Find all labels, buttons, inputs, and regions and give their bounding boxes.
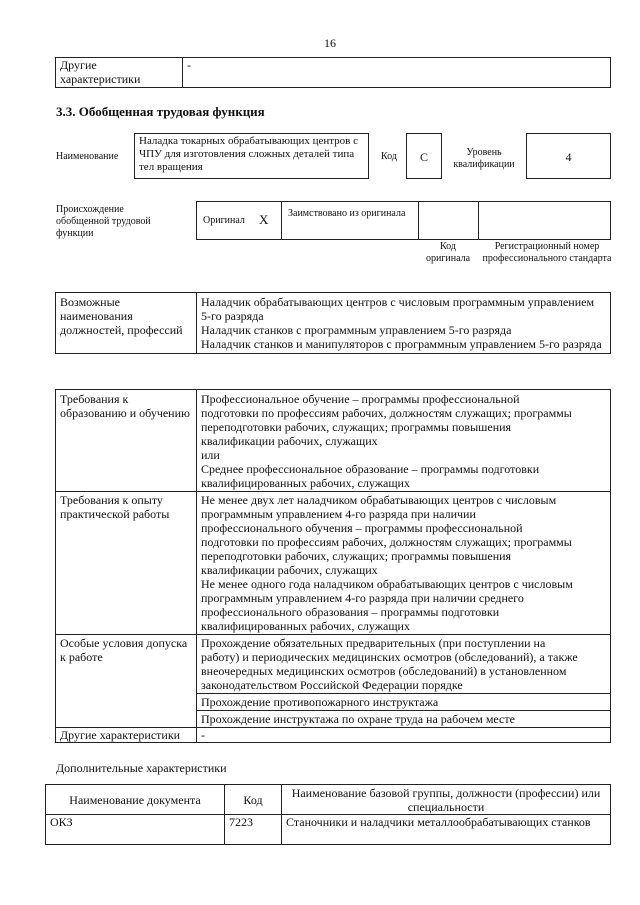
text-line: квалифицированных рабочих, служащих: [201, 476, 410, 490]
requirements-table: [55, 389, 611, 743]
text-line: Профессиональное обучение – программы профессиональной: [201, 392, 520, 406]
special-condition-fire: Прохождение противопожарного инструктажа: [197, 694, 611, 711]
original-mark: X: [259, 212, 269, 227]
text-line: или: [201, 448, 220, 462]
row-name: Станочники и наладчики металлообрабатывающих станков: [282, 815, 611, 845]
text-line: законодательством Российской Федерации порядке: [201, 678, 463, 692]
reg-number-caption: Регистрационный номер профессионального стандарта: [482, 241, 612, 264]
text-line: работу) и периодических медицинских осмотров (обследований), а также: [201, 650, 578, 664]
code-value: C: [406, 133, 442, 179]
text-line: Прохождение обязательных предварительных (при поступлении на: [201, 636, 546, 650]
col-doc-header: Наименование документа: [46, 785, 225, 815]
text-line: Не менее двух лет наладчиком обрабатывающих центров с числовым: [201, 493, 557, 507]
other-characteristics-label: Другие характеристики: [56, 728, 197, 743]
text-line: квалифицированных рабочих, служащих: [201, 619, 410, 633]
text-line: переподготовки рабочих, служащих; программы повышения: [201, 420, 512, 434]
additional-title: Дополнительные характеристики: [56, 761, 227, 775]
special-condition-medical: [197, 635, 611, 694]
code-original-caption: Код оригинала: [425, 241, 471, 264]
positions-label: Возможные наименования должностей, профессий: [56, 293, 197, 354]
level-value: 4: [526, 133, 611, 179]
position-item: Наладчик станков с программным управлением 5-го разряда: [201, 323, 512, 337]
code-original-cell: [418, 201, 479, 240]
other-characteristics-label: Другие характеристики: [56, 58, 183, 88]
text-line: квалификации рабочих, служащих: [201, 434, 378, 448]
experience-label: Требования к опыту практической работы: [56, 492, 197, 635]
page-number: 16: [324, 36, 336, 50]
col-code-header: Код: [225, 785, 282, 815]
section-title: 3.3. Обобщенная трудовая функция: [56, 104, 265, 119]
position-item: Наладчик обрабатывающих центров с числовым программным управлением 5-го разряда: [201, 295, 595, 323]
position-item: Наладчик станков и манипуляторов с программным управлением 5-го разряда: [201, 337, 602, 351]
text-line: профессионального обучения – программы профессиональной: [201, 521, 523, 535]
text-line: квалификации рабочих, служащих: [201, 563, 378, 577]
special-condition-safety: Прохождение инструктажа по охране труда на рабочем месте: [197, 711, 611, 728]
text-line: подготовки по профессиям рабочих, должностям служащих; программы: [201, 535, 572, 549]
origin-label: Происхождение обобщенной трудовой функции: [56, 204, 151, 239]
text-line: внеочередных медицинских осмотров (обследований) в установленном: [201, 664, 567, 678]
experience-text: [197, 492, 611, 635]
origin-original-cell: [196, 201, 282, 240]
borrowed-label: Заимствовано из оригинала: [281, 201, 419, 240]
col-name-header: Наименование базовой группы, должности (профессии) или специальности: [282, 785, 611, 815]
other-characteristics-top-table: [55, 57, 611, 88]
text-line: переподготовки рабочих, служащих; программы повышения: [201, 549, 512, 563]
reg-number-cell: [478, 201, 611, 240]
text-line: Не менее одного года наладчиком обрабатывающих центров с числовым: [201, 577, 573, 591]
row-code: 7223: [225, 815, 282, 845]
text-line: Среднее профессиональное образование – программы подготовки: [201, 462, 540, 476]
table-row: [46, 815, 611, 845]
other-characteristics-value: -: [197, 728, 611, 743]
education-label: Требования к образованию и обучению: [56, 390, 197, 492]
name-value: Наладка токарных обрабатывающих центров с ЧПУ для изготовления сложных деталей типа тел вращения: [134, 133, 369, 179]
positions-list: [197, 293, 611, 354]
level-label: Уровень квалификации: [453, 147, 515, 170]
code-label: Код: [381, 151, 397, 162]
original-label: Оригинал: [203, 215, 245, 226]
text-line: подготовки по профессиям рабочих, должностям служащих; программы: [201, 406, 572, 420]
row-doc: ОКЗ: [46, 815, 225, 845]
text-line: программным управлением 4-го разряда при наличии среднего: [201, 591, 524, 605]
text-line: профессионального образования – программы подготовки: [201, 605, 500, 619]
additional-table: [45, 784, 611, 845]
positions-table: [55, 292, 611, 354]
name-label: Наименование: [56, 151, 119, 162]
special-conditions-label: Особые условия допуска к работе: [56, 635, 197, 728]
education-text: [197, 390, 611, 492]
text-line: программным управлением 4-го разряда при наличии: [201, 507, 476, 521]
other-characteristics-value: -: [183, 58, 611, 88]
